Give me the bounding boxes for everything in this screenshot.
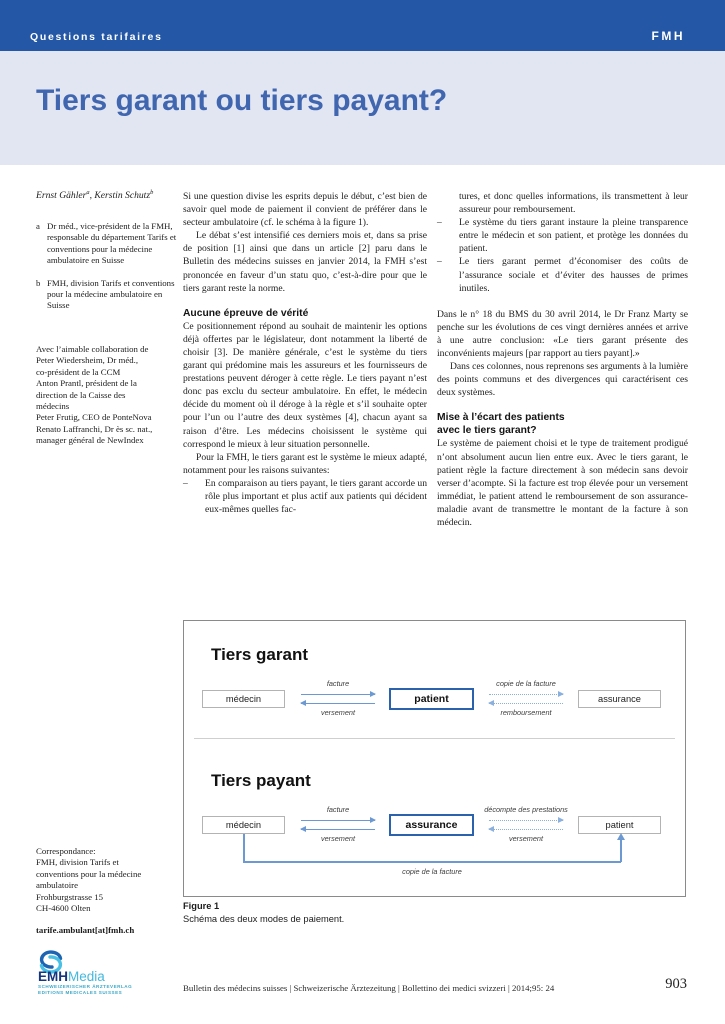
copie-path-segment [620,840,622,862]
garant-versement-label: versement [320,708,356,717]
paragraph: Pour la FMH, le tiers garant est le système le mieux adapté, notamment pour les raisons suivantes: [183,451,427,476]
list-item [437,216,688,255]
article-title: Tiers garant ou tiers payant? [36,84,448,117]
payant-versement-label: versement [320,834,356,843]
heading-line-1: Mise à l’écart des patients [437,412,565,424]
affiliation-text: FMH, division Tarifs et conventions pour la médecine ambulatoire en Suisse [47,277,175,311]
page-header [0,0,725,51]
list-item-continuation: tures, et donc quelles informations, ils transmettent à leur assureur pour remboursement. [459,191,688,216]
author-2: Kerstin Schutz [94,190,151,201]
arrow-right-icon [301,694,375,695]
copie-path-segment [243,834,245,862]
heading-line-2: avec le tiers garant? [437,425,537,437]
correspondence-line: Frohburgstrasse 15 [36,891,104,902]
diagram-title-tiers-payant: Tiers payant [211,771,311,790]
payant-assurance-box: assurance [389,814,474,836]
dotted-arrow-right-icon [489,694,563,695]
payant-facture-label: facture [326,805,350,814]
correspondence-line: CH-4600 Olten [36,903,91,914]
correspondence-line: Correspondance: [36,846,96,856]
paragraph: Dans le n° 18 du BMS du 30 avril 2014, le Dr Franz Marty se penche sur les évolutions de ces vingt dernières années et arrive à une autre conclusion: «Le tiers garant présente des inconvénients majeurs [par rapport au tiers payant].» [437,308,688,360]
affiliation-marker: b [36,277,41,288]
dotted-arrow-left-icon [489,703,563,704]
copie-path-segment [243,861,621,863]
title-banner [0,51,725,165]
article-column-1 [183,190,427,516]
contact-email: tarife.ambulant[at]fmh.ch [36,925,135,936]
list-item [183,477,427,516]
list-item-text: En comparaison au tiers payant, le tiers garant accorde un rôle plus important et plus actif aux patients qui décident eux-mêmes quelles fac- [205,477,427,516]
paragraph: Si une question divise les esprits depuis le début, c’est bien de savoir quel mode de paiement il convient de préférer dans le secteur ambulatoire (cf. le schéma à la figure 1). [183,191,427,229]
section-label: Questions tarifaires [30,31,163,43]
diagram-divider [194,738,675,739]
section-heading [437,411,688,437]
garant-medecin-box: médecin [202,690,285,708]
correspondence-line: conventions pour la médecine [36,868,142,879]
payant-versement-right-label: versement [508,834,544,843]
collaboration-note [36,344,178,447]
logo-media: Media [68,969,105,984]
author-affiliations [36,221,178,323]
correspondence-block [36,846,178,937]
paragraph: Le système de paiement choisi et le type de traitement prodigué n’ont absolument aucun lien entre eux. Avec le tiers garant, le patient règle la facture directement à son médecin sans devoir verser d’acompte. Si la facture est trop élevée pour un versement immédiat, le patient attend le remboursement de son assurance-maladie avant de transmettre le montant de la facture à son médecin. [437,438,688,528]
payant-copie-facture-label: copie de la facture [402,867,462,876]
affiliation-b [36,278,178,312]
collab-line: direction de la Caisse des [36,389,126,400]
diagram-title-tiers-garant: Tiers garant [211,645,309,664]
affiliation-a [36,221,178,267]
arrow-left-icon [301,829,375,830]
list-item-text: Le tiers garant permet d’économiser des coûts de l’assurance sociale et d’éviter des hausses de primes inutiles. [459,256,688,294]
emh-media-logo [38,950,132,995]
collab-line: Peter Wiedersheim, Dr méd., [36,355,139,366]
logo-wordmark [38,970,132,984]
logo-emh: EMH [38,969,68,984]
correspondence-line: FMH, division Tarifs et [36,857,119,868]
brand-fmh: FMH [651,29,685,43]
paragraph: Le débat s’est intensifié ces derniers mois et, dans sa prise de position [1] ainsi que dans un article [2] paru dans le Bulletin des médecins suisses en janvier 2014, la FMH s’est prononcée en faveur d’un statu quo, c’est-à-dire pour que le tiers garant reste la norme. [183,230,427,294]
arrow-right-icon [301,820,375,821]
list-dash: – [437,217,442,229]
dotted-arrow-right-icon [489,820,563,821]
collab-line: co-président de la CCM [36,366,121,377]
collab-line: médecins [36,401,70,412]
payant-decompte-label: décompte des prestations [484,805,568,814]
page-number: 903 [665,976,687,992]
logo-tagline-de: SCHWEIZERISCHER ÄRZTEVERLAG [38,984,133,989]
section-heading: Aucune épreuve de vérité [183,307,309,319]
collab-line: Peter Frutig, CEO de PonteNova [36,412,152,423]
payant-patient-box: patient [578,816,661,834]
collab-line: manager général de NewIndex [36,435,144,446]
affiliation-marker: a [36,221,40,231]
author-1-affiliation-mark: a [86,188,90,196]
garant-assurance-box: assurance [578,690,661,708]
author-1: Ernst Gähler [36,190,87,201]
journal-footer-line: Bulletin des médecins suisses | Schweizerische Ärztezeitung | Bollettino dei medici svizzeri | 2014;95: 24 [183,983,555,993]
figure-caption-title: Figure 1 [183,901,220,911]
correspondence-line: ambulatoire [36,880,79,891]
list-item-text: Le système du tiers garant instaure la pleine transparence entre le médecin et son patient, et protège les données du patient. [459,217,688,255]
authors-separator: , [89,190,95,201]
list-item [437,255,688,294]
list-dash: – [183,477,188,489]
paragraph: Ce positionnement répond au souhait de maintenir les options déjà offertes par le législateur, dont notamment la liberté de choisir [3]. De manière générale, c’est le système du tiers garant qui prédomine mais les assureurs et les fournisseurs de prestations peuvent déroger à cette règle. Le tiers payant n’est donc pas exclu du secteur ambulatoire. En effet, le médecin décide du moment où il déroge à la règle et s’il souhaite opter pour l’un ou l’autre des deux systèmes [4], chacun ayant sa raison d’être. Les médecins choisissent le système qui correspond le mieux à leur situation personnelle. [183,320,427,450]
collab-line: Anton Prantl, président de la [36,378,137,389]
list-dash: – [437,256,442,268]
dotted-arrow-left-icon [489,829,563,830]
arrow-left-icon [301,703,375,704]
arrow-up-icon [617,833,625,840]
author-2-affiliation-mark: b [150,188,154,196]
article-column-2 [437,190,688,529]
garant-remboursement-label: remboursement [500,708,552,717]
collab-line: Renato Laffranchi, Dr ès sc. nat., [36,423,153,434]
logo-tagline-fr: EDITIONS MEDICALES SUISSES [38,989,123,995]
garant-patient-box: patient [389,688,474,710]
garant-copie-facture-label: copie de la facture [496,679,556,688]
affiliation-text: Dr méd., vice-président de la FMH, responsable du département Tarifs et conventions pour la médecine ambulatoire en Suisse [47,221,177,266]
figure-caption-text: Schéma des deux modes de paiement. [183,914,345,924]
collab-line: Avec l’aimable collaboration de [36,344,149,354]
garant-facture-label: facture [326,679,350,688]
authors-line [36,190,178,201]
paragraph: Dans ces colonnes, nous reprenons ses arguments à la lumière des points communs et des divergences qui caractérisent ces deux systèmes. [437,361,689,399]
figure-1-diagram [183,620,686,897]
payant-medecin-box: médecin [202,816,285,834]
figure-caption [183,901,344,924]
